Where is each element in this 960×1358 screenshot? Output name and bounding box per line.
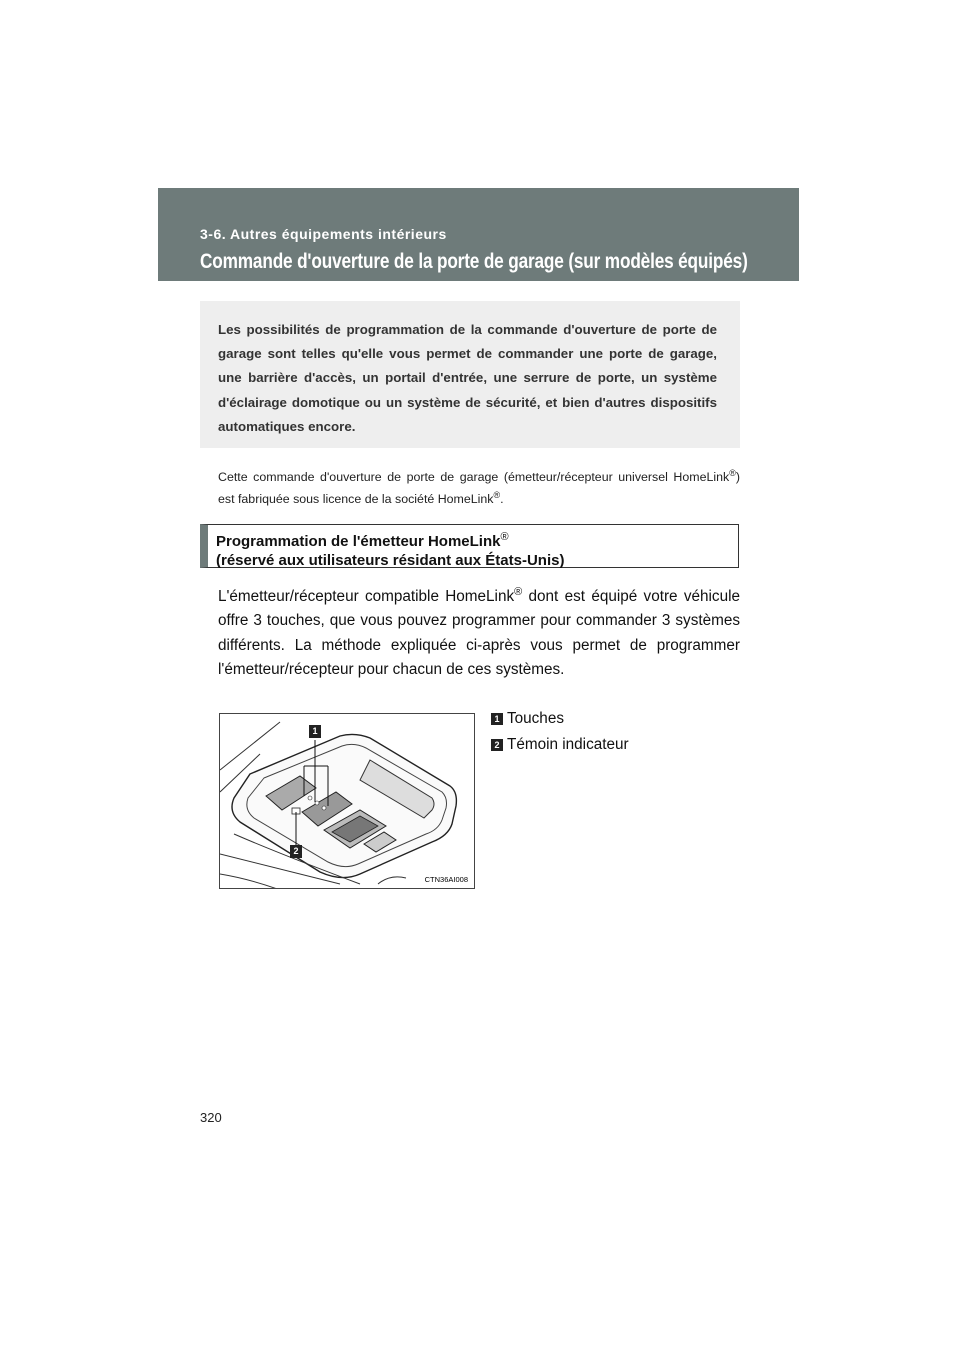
subsection-line2: (réservé aux utilisateurs résidant aux États-Unis) bbox=[216, 552, 565, 569]
section-label: 3-6. Autres équipements intérieurs bbox=[200, 226, 447, 242]
registered-mark: ® bbox=[493, 490, 501, 501]
legend-item bbox=[491, 710, 629, 736]
license-note-part3: . bbox=[500, 492, 504, 507]
body-text bbox=[218, 580, 740, 682]
body-part2: dont est équipé votre véhicule offre 3 touches, que vous pouvez programmer pour commander 3 systèmes différents. La méthode expliquée ci-après vous permet de programmer l'émetteur/récepteur pour chacun de ces systèmes. bbox=[218, 588, 740, 678]
registered-mark: ® bbox=[500, 531, 509, 543]
legend-item bbox=[491, 736, 629, 762]
legend-label: Touches bbox=[507, 710, 564, 727]
callout-2: 2 bbox=[290, 845, 302, 858]
legend-label: Témoin indicateur bbox=[507, 736, 629, 753]
legend-number: 2 bbox=[491, 739, 503, 751]
page-number: 320 bbox=[200, 1110, 222, 1125]
subsection-header bbox=[200, 524, 739, 568]
figure-code: CTN36AI008 bbox=[424, 875, 468, 884]
license-note bbox=[218, 464, 740, 508]
figure-legend bbox=[491, 710, 629, 762]
registered-mark: ® bbox=[729, 468, 736, 478]
subsection-line1: Programmation de l'émetteur HomeLink bbox=[216, 533, 501, 550]
overhead-console-illustration bbox=[220, 714, 475, 889]
intro-text: Les possibilités de programmation de la commande d'ouverture de porte de garage sont telles qu'elle vous permet de commander une porte de garage, une barrière d'accès, un portail d'entrée, une serrure de porte, un système d'éclairage domotique ou un système de sécurité, et bien d'autres dispositifs automatiques encore. bbox=[218, 322, 717, 434]
callout-1: 1 bbox=[309, 725, 321, 738]
license-note-part1: Cette commande d'ouverture de porte de garage (émetteur/récepteur universel HomeLink bbox=[218, 470, 730, 485]
body-part1: L'émetteur/récepteur compatible HomeLink bbox=[218, 588, 515, 606]
overhead-console-figure bbox=[219, 713, 475, 889]
registered-mark: ® bbox=[514, 586, 523, 598]
subsection-title bbox=[216, 528, 564, 570]
legend-number: 1 bbox=[491, 713, 503, 725]
license-note-part2: ) est fabriquée sous licence de la société HomeLink bbox=[218, 470, 740, 507]
page-title: Commande d'ouverture de la porte de garage (sur modèles équipés) bbox=[200, 250, 748, 273]
